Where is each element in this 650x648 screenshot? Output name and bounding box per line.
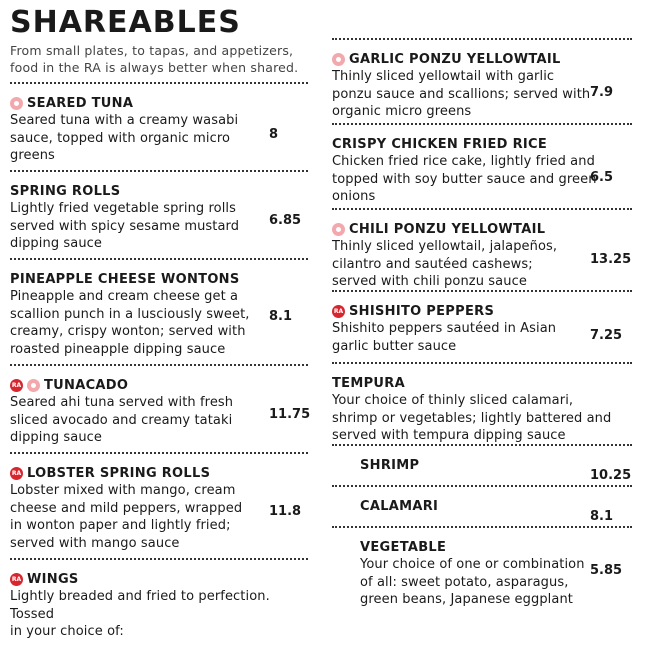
ra-logo-icon: RA	[10, 379, 23, 392]
description-line: cheese and mild peppers, wrapped	[10, 500, 243, 516]
description-line: Thinly sliced yellowtail, jalapeños,	[332, 239, 558, 254]
menu-item-name	[332, 135, 632, 153]
description-line: ponzu sauce and scallions; served with	[332, 86, 591, 102]
ra-logo-icon: RA	[332, 305, 345, 318]
description-line: organic micro greens	[332, 104, 472, 119]
ra-logo-icon: RA	[10, 573, 23, 586]
menu-item-price: 7.9	[590, 85, 614, 100]
menu-item	[10, 172, 308, 258]
menu-item-name	[10, 182, 308, 200]
menu-item-description	[332, 320, 632, 355]
menu-item-name	[10, 570, 308, 588]
menu-item-name-text: WINGS	[27, 571, 79, 587]
menu-item-description	[332, 392, 632, 445]
left-menu-list	[10, 82, 311, 639]
menu-item-price: 7.25	[590, 328, 623, 343]
description-line: dipping sauce	[10, 236, 103, 251]
description-line: Lightly fried vegetable spring rolls	[10, 201, 237, 216]
description-line: onions	[332, 189, 376, 204]
menu-item	[332, 364, 632, 444]
menu-item-price: 10.25	[590, 468, 632, 483]
section-intro	[10, 42, 308, 76]
description-line: scallion punch in a lusciously sweet,	[10, 306, 250, 322]
sushi-icon	[10, 97, 23, 110]
menu-item-price: 8.1	[590, 509, 614, 524]
menu-item	[332, 446, 632, 485]
description-line: dipping sauce	[10, 430, 103, 445]
menu-item-name-text: LOBSTER SPRING ROLLS	[27, 465, 211, 481]
description-line: sliced avocado and creamy tataki	[10, 412, 233, 428]
menu-item	[332, 528, 632, 607]
description-line: in wonton paper and lightly fried;	[10, 518, 231, 533]
menu-item-name-text: SPRING ROLLS	[10, 183, 121, 199]
menu-item-name-text: TUNACADO	[44, 377, 129, 393]
menu-item-name-text: SHISHITO PEPPERS	[349, 303, 495, 319]
description-line: creamy, crispy wonton; served with	[10, 324, 246, 339]
menu-item-name-text: SEARED TUNA	[27, 95, 134, 111]
menu-item	[332, 487, 632, 526]
menu-item-name-text: PINEAPPLE CHEESE WONTONS	[10, 271, 240, 287]
menu-item-description	[332, 238, 632, 291]
menu-item-description	[332, 153, 632, 206]
menu-item	[10, 560, 308, 638]
sushi-icon	[332, 223, 345, 236]
menu-item-price: 8	[269, 127, 279, 142]
menu-item-name-text: VEGETABLE	[360, 539, 447, 555]
description-line: green beans, Japanese eggplant	[360, 592, 573, 607]
menu-item	[332, 210, 632, 290]
menu-item-name	[10, 94, 308, 112]
description-line: Thinly sliced yellowtail with garlic	[332, 69, 555, 84]
menu-item-description	[10, 482, 308, 552]
menu-item	[332, 125, 632, 208]
menu-item-name-text: GARLIC PONZU YELLOWTAIL	[349, 51, 561, 67]
menu-item-description	[332, 556, 632, 609]
description-line: shrimp or vegetables; lightly battered and	[332, 410, 612, 426]
description-line: served with mango sauce	[10, 535, 180, 551]
menu-item	[332, 292, 632, 362]
description-line: of all: sweet potato, asparagus,	[360, 574, 569, 590]
description-line: sauce, topped with organic micro	[10, 130, 231, 146]
description-line: served with chili ponzu sauce	[332, 274, 527, 289]
menu-item-price: 6.5	[590, 170, 614, 185]
menu-item	[332, 40, 632, 123]
menu-item-name	[332, 374, 632, 392]
description-line: Shishito peppers sautéed in Asian	[332, 321, 557, 336]
menu-item-name	[332, 302, 632, 320]
description-line: served with spicy sesame mustard	[10, 218, 240, 234]
menu-item-price: 13.25	[590, 252, 632, 267]
section-title: SHAREABLES	[10, 5, 241, 40]
menu-item-price: 8.1	[269, 309, 293, 324]
menu-item-description	[10, 394, 311, 447]
menu-item-price: 11.8	[269, 504, 302, 519]
menu-item-name	[332, 456, 632, 474]
menu-item	[10, 84, 308, 170]
menu-item-price: 5.85	[590, 563, 623, 578]
ra-logo-icon: RA	[10, 467, 23, 480]
menu-item	[10, 366, 311, 452]
sushi-icon	[27, 379, 40, 392]
intro-line: From small plates, to tapas, and appetizers,	[10, 43, 294, 58]
menu-item-description	[10, 200, 308, 253]
description-line: garlic butter sauce	[332, 338, 457, 354]
description-line: served with tempura dipping sauce	[332, 428, 566, 443]
menu-item-price: 6.85	[269, 213, 302, 228]
right-menu-list	[332, 38, 632, 607]
description-line: Your choice of thinly sliced calamari,	[332, 393, 574, 408]
menu-item-name-text: CALAMARI	[360, 498, 439, 514]
description-line: Lobster mixed with mango, cream	[10, 483, 236, 498]
description-line: Seared ahi tuna served with fresh	[10, 395, 234, 410]
menu-item-name	[332, 50, 632, 68]
menu-item-name-text: CHILI PONZU YELLOWTAIL	[349, 221, 546, 237]
description-line: Chicken fried rice cake, lightly fried and	[332, 154, 595, 169]
menu-item-name	[10, 376, 308, 394]
description-line: Seared tuna with a creamy wasabi	[10, 113, 239, 128]
menu-item-price: 11.75	[269, 407, 311, 422]
description-line: topped with soy butter sauce and green	[332, 171, 597, 187]
menu-item-description	[332, 68, 632, 121]
menu-item-name-text: SHRIMP	[360, 457, 420, 473]
menu-item-name	[332, 497, 632, 515]
menu-item-name	[332, 538, 632, 556]
menu-item-name	[10, 270, 308, 288]
description-line: roasted pineapple dipping sauce	[10, 341, 226, 357]
left-column	[10, 0, 311, 639]
menu-item	[10, 260, 308, 364]
menu-item-description	[10, 112, 308, 165]
menu-item-description	[10, 588, 308, 641]
description-line: greens	[10, 148, 55, 163]
menu-item	[10, 454, 308, 558]
menu-item-name	[332, 220, 632, 238]
menu-item-name-text: CRISPY CHICKEN FRIED RICE	[332, 136, 548, 152]
menu-item-description	[10, 288, 308, 358]
menu-item-name-text: TEMPURA	[332, 375, 405, 391]
description-line: cilantro and sautéed cashews;	[332, 256, 533, 272]
sushi-icon	[332, 53, 345, 66]
description-line: in your choice of:	[10, 624, 124, 639]
description-line: Pineapple and cream cheese get a	[10, 289, 239, 304]
intro-line: food in the RA is always better when shared.	[10, 60, 299, 75]
description-line: Your choice of one or combination	[360, 557, 585, 572]
description-line: Lightly breaded and fried to perfection. Tossed	[10, 589, 270, 622]
menu-item-name	[10, 464, 308, 482]
